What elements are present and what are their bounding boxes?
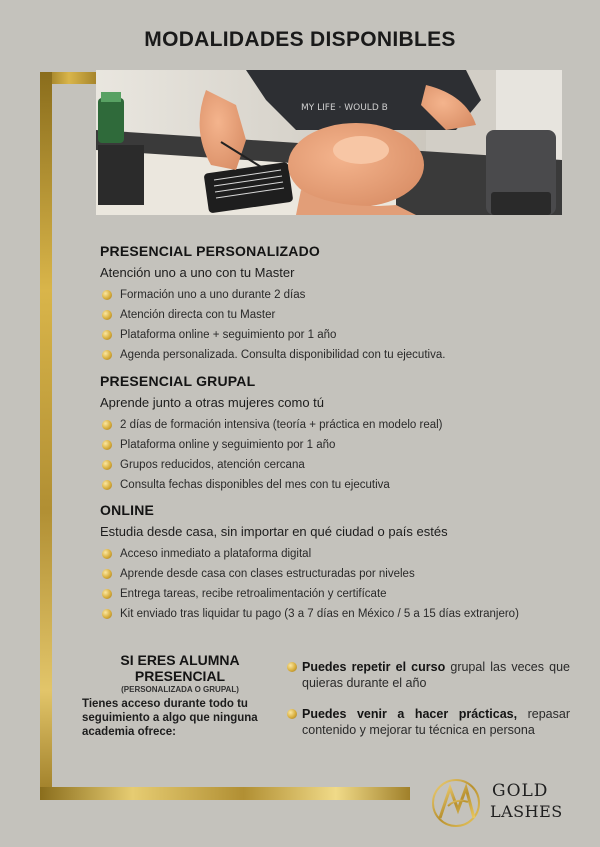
photo-illustration — [96, 70, 562, 215]
perk-repetir-curso — [285, 659, 570, 691]
section-subtitle: Atención uno a uno con tu Master — [100, 265, 295, 280]
section-title: PRESENCIAL GRUPAL — [100, 373, 256, 389]
list-item: Acceso inmediato a plataforma digital — [100, 544, 519, 564]
list-item: Plataforma online y seguimiento por 1 año — [100, 435, 443, 455]
list-item: Agenda personalizada. Consulta disponibilidad con tu ejecutiva. — [100, 345, 445, 365]
gold-bullet-icon — [102, 290, 112, 300]
alumna-body: Tienes acceso durante todo tu seguimiento a algo que ninguna academia ofrece: — [82, 698, 258, 738]
list-item: 2 días de formación intensiva (teoría + práctica en modelo real) — [100, 415, 443, 435]
list-item: Atención directa con tu Master — [100, 305, 445, 325]
perk-text: repasar contenido y mejorar tu técnica en persona — [302, 707, 570, 737]
gold-bullet-icon — [102, 549, 112, 559]
perk-bold: Puedes repetir el curso — [302, 660, 446, 674]
list-item: Consulta fechas disponibles del mes con tu ejecutiva — [100, 475, 443, 495]
perk-text: grupal las veces que quieras durante el año — [302, 660, 570, 690]
perk-practicas — [285, 706, 570, 738]
gold-bullet-icon — [102, 420, 112, 430]
gold-bullet-icon — [102, 310, 112, 320]
shirt-text: MY LIFE · WOULD B — [301, 103, 388, 113]
logo-text-lashes: LASHES — [490, 802, 563, 821]
gold-bullet-icon — [102, 440, 112, 450]
alumna-note: (PERSONALIZADA O GRUPAL) — [121, 685, 239, 694]
gold-bullet-icon — [102, 569, 112, 579]
training-photo — [96, 70, 562, 215]
gold-bullet-icon — [102, 330, 112, 340]
gold-bullet-icon — [102, 589, 112, 599]
gold-lashes-logo-icon — [428, 776, 488, 830]
gold-frame-bottom — [40, 787, 410, 800]
logo-text-gold: GOLD — [492, 781, 549, 801]
list-item: Formación uno a uno durante 2 días — [100, 285, 445, 305]
section-title: PRESENCIAL PERSONALIZADO — [100, 243, 321, 259]
perk-bold: Puedes venir a hacer prácticas, — [302, 707, 518, 721]
list-item: Plataforma online + seguimiento por 1 año — [100, 325, 445, 345]
gold-bullet-icon — [287, 662, 297, 672]
gold-bullet-icon — [102, 460, 112, 470]
section-presencial-grupal — [100, 373, 443, 495]
page-title: MODALIDADES DISPONIBLES — [144, 28, 456, 51]
gold-bullet-icon — [287, 709, 297, 719]
alumna-presencial-block — [82, 652, 278, 739]
section-online — [100, 502, 519, 624]
gold-bullet-icon — [102, 480, 112, 490]
list-item: Kit enviado tras liquidar tu pago (3 a 7 días en México / 5 a 15 días extranjero) — [100, 604, 519, 624]
list-item: Entrega tareas, recibe retroalimentación y certifícate — [100, 584, 519, 604]
alumna-heading-line2: PRESENCIAL — [134, 668, 226, 684]
section-title: ONLINE — [100, 502, 155, 518]
gold-bullet-icon — [102, 609, 112, 619]
list-item: Grupos reducidos, atención cercana — [100, 455, 443, 475]
gold-bullet-icon — [102, 350, 112, 360]
gold-frame-left — [40, 72, 52, 800]
gold-lashes-logo — [428, 776, 563, 830]
section-presencial-personalizado — [100, 243, 445, 365]
alumna-heading-line1: SI ERES ALUMNA — [120, 652, 240, 668]
section-subtitle: Estudia desde casa, sin importar en qué ciudad o país estés — [100, 524, 448, 539]
section-subtitle: Aprende junto a otras mujeres como tú — [100, 395, 325, 410]
list-item: Aprende desde casa con clases estructuradas por niveles — [100, 564, 519, 584]
